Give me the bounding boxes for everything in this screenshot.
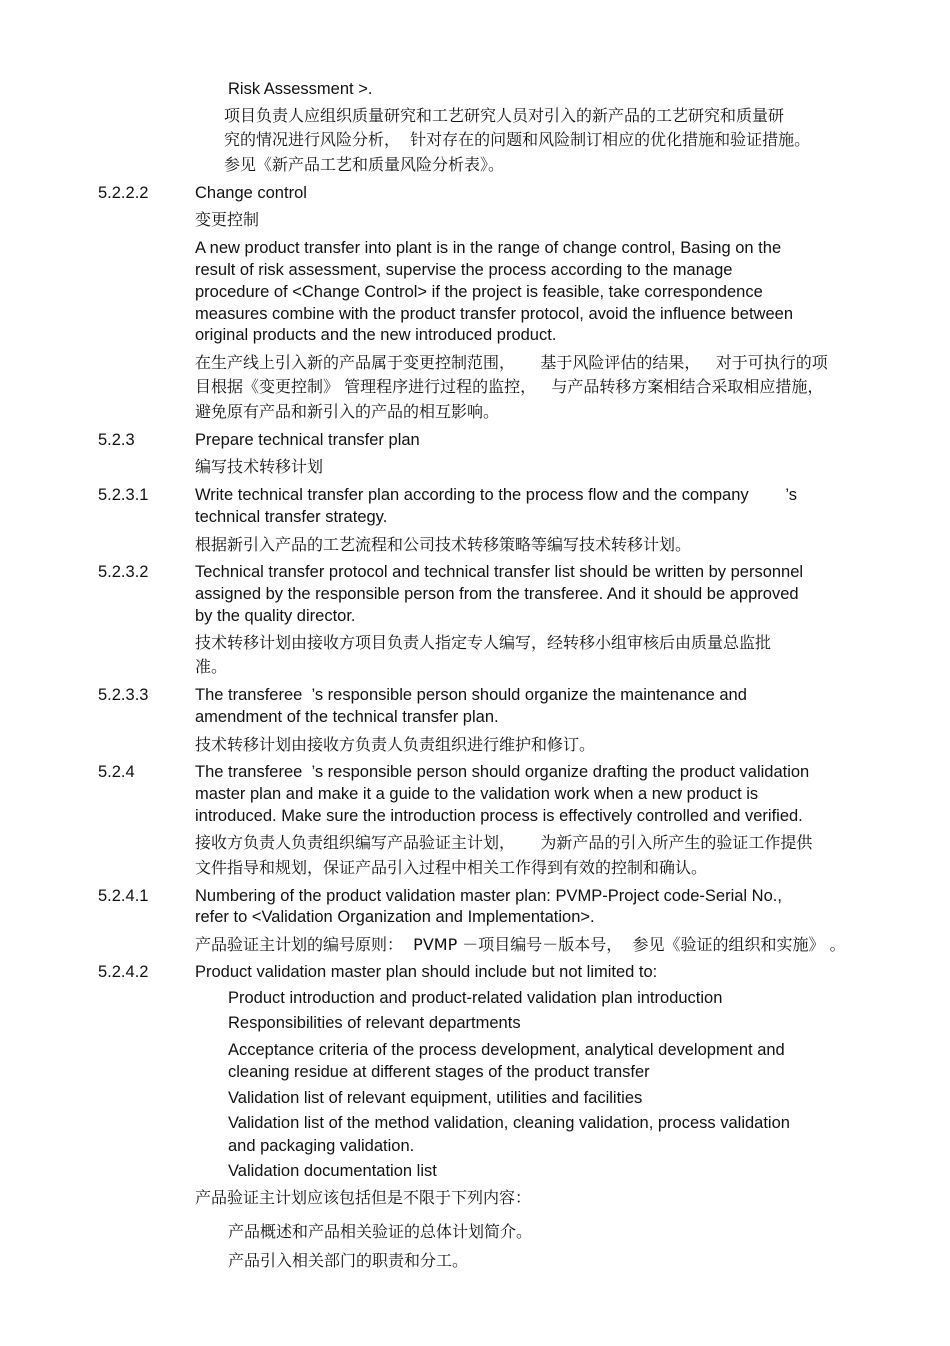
paragraph-line: The transferee ’s responsible person should organize drafting the product validation (195, 763, 810, 781)
paragraph-line: original products and the new introduced product. (195, 326, 557, 344)
paragraph-line: Product validation master plan should include but not limited to: (195, 963, 658, 981)
risk-assessment-ref: Risk Assessment >. (228, 80, 373, 98)
paragraph-zh-line: 接收方负责人负责组织编写产品验证主计划， 为新产品的引入所产生的验证工作提供 (195, 833, 813, 852)
section-number: 5.2.3.1 (98, 486, 149, 504)
paragraph-line: master plan and make it a guide to the validation work when a new product is (195, 785, 759, 803)
list-item: Validation list of relevant equipment, utilities and facilities (228, 1089, 643, 1107)
paragraph-line: introduced. Make sure the introduction process is effectively controlled and verified. (195, 807, 803, 825)
paragraph-line: by the quality director. (195, 607, 356, 625)
paragraph-line: procedure of <Change Control> if the project is feasible, take correspondence (195, 283, 763, 301)
list-item: Product introduction and product-related validation plan introduction (228, 989, 723, 1007)
paragraph-zh-line: 技术转移计划由接收方项目负责人指定专人编写，经转移小组审核后由质量总监批 (195, 633, 772, 652)
section-number: 5.2.3.3 (98, 686, 149, 704)
intro-zh-line-1: 项目负责人应组织质量研究和工艺研究人员对引入的新产品的工艺研究和质量研 (224, 106, 785, 125)
list-item-zh: 产品引入相关部门的职责和分工。 (228, 1251, 469, 1270)
intro-zh-line-2: 究的情况进行风险分析， 针对存在的问题和风险制订相应的优化措施和验证措施。 (224, 130, 811, 149)
paragraph-zh-line: 目根据《变更控制》 管理程序进行过程的监控， 与产品转移方案相结合采取相应措施， (195, 377, 824, 396)
list-item: Acceptance criteria of the process development, analytical development and (228, 1041, 785, 1059)
section-number: 5.2.3.2 (98, 563, 149, 581)
paragraph-zh-line: 在生产线上引入新的产品属于变更控制范围， 基于风险评估的结果， 对于可执行的项 (195, 353, 828, 372)
section-number: 5.2.4 (98, 763, 135, 781)
section-number: 5.2.4.2 (98, 963, 149, 981)
list-item-zh: 产品概述和产品相关验证的总体计划简介。 (228, 1222, 533, 1241)
paragraph-line: amendment of the technical transfer plan. (195, 708, 499, 726)
paragraph-line: measures combine with the product transfer protocol, avoid the influence between (195, 305, 794, 323)
section-number: 5.2.3 (98, 431, 135, 449)
list-item: Validation list of the method validation, cleaning validation, process validation (228, 1114, 790, 1132)
paragraph-line: Write technical transfer plan according to the process flow and the company ’s (195, 486, 797, 504)
section-number: 5.2.2.2 (98, 184, 149, 202)
paragraph-zh-line: 文件指导和规划，保证产品引入过程中相关工作得到有效的控制和确认。 (195, 858, 708, 877)
paragraph-line: assigned by the responsible person from the transferee. And it should be approved (195, 585, 799, 603)
paragraph-line: A new product transfer into plant is in the range of change control, Basing on the (195, 239, 782, 257)
paragraph-line: Numbering of the product validation master plan: PVMP-Project code-Serial No., (195, 887, 782, 905)
section-title: Prepare technical transfer plan (195, 431, 420, 449)
list-item: Responsibilities of relevant departments (228, 1014, 521, 1032)
paragraph-zh-line: 准。 (195, 657, 228, 676)
section-number: 5.2.4.1 (98, 887, 149, 905)
list-item: Validation documentation list (228, 1162, 437, 1180)
paragraph-zh-line: 技术转移计划由接收方负责人负责组织进行维护和修订。 (195, 735, 596, 754)
section-title-zh: 编写技术转移计划 (195, 457, 324, 476)
paragraph-zh-line: 根据新引入产品的工艺流程和公司技术转移策略等编写技术转移计划。 (195, 535, 692, 554)
paragraph-line: refer to <Validation Organization and Implementation>. (195, 908, 595, 926)
paragraph-zh-line: 产品验证主计划应该包括但是不限于下列内容： (195, 1188, 532, 1207)
intro-zh-line-3: 参见《新产品工艺和质量风险分析表》。 (224, 155, 505, 174)
paragraph-line: technical transfer strategy. (195, 508, 388, 526)
paragraph-line: result of risk assessment, supervise the process according to the manage (195, 261, 733, 279)
section-title-zh: 变更控制 (195, 210, 260, 229)
list-item: cleaning residue at different stages of the product transfer (228, 1063, 650, 1081)
list-item: and packaging validation. (228, 1137, 415, 1155)
paragraph-zh-line: 避免原有产品和新引入的产品的相互影响。 (195, 402, 500, 421)
section-title: Change control (195, 184, 307, 202)
paragraph-line: The transferee ’s responsible person should organize the maintenance and (195, 686, 747, 704)
paragraph-line: Technical transfer protocol and technical transfer list should be written by personnel (195, 563, 804, 581)
paragraph-zh-line: 产品验证主计划的编号原则： PVMP －项目编号－版本号， 参见《验证的组织和实施》 。 (195, 935, 846, 954)
